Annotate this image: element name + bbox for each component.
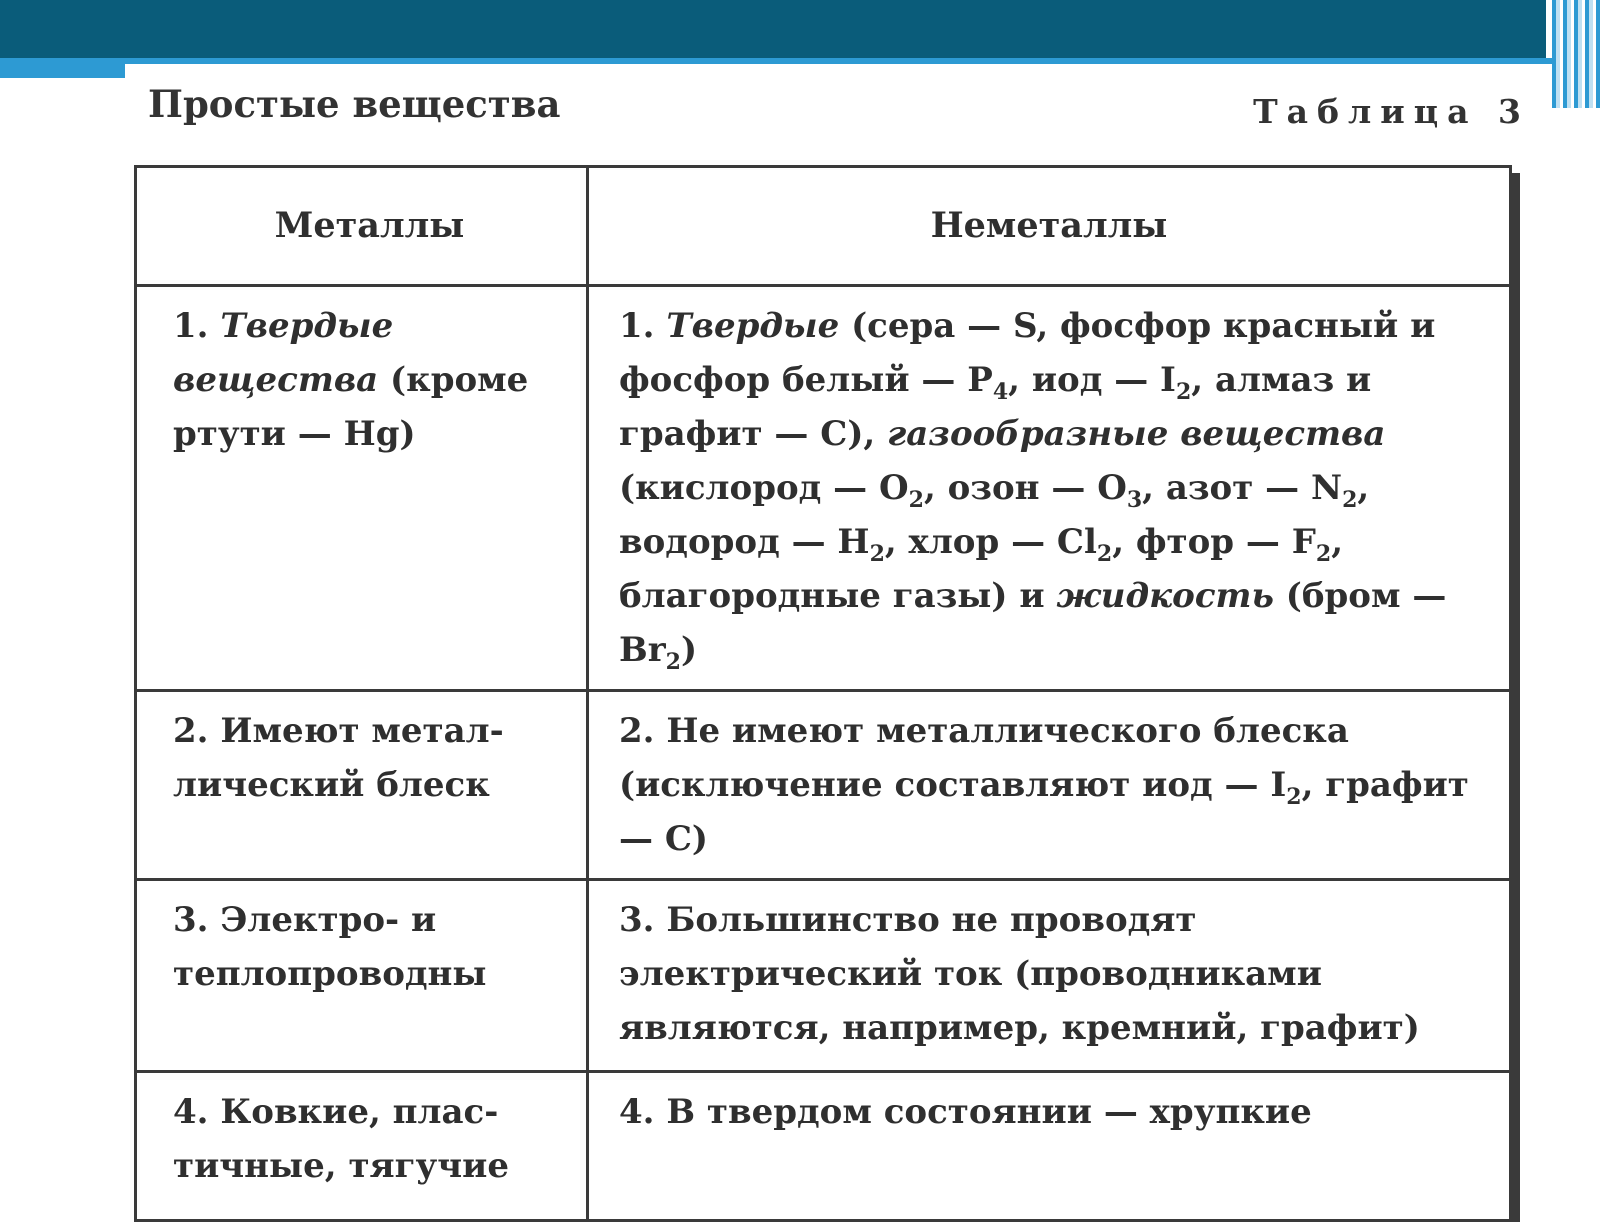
- emphasis-text: Твердые вещества: [173, 306, 394, 400]
- subscript: 4: [992, 378, 1009, 405]
- cell-text: , фтор — F: [1112, 522, 1316, 562]
- cell-metals: 3. Электро- и теплопроводны: [136, 880, 588, 1072]
- item-number: 1.: [619, 306, 655, 346]
- subscript: 2: [1286, 783, 1302, 810]
- cell-text: , благородные газы) и: [619, 522, 1344, 616]
- subscript: 2: [1175, 378, 1192, 405]
- subscript: 2: [908, 486, 924, 513]
- cell-text: (бром — Br: [619, 576, 1447, 670]
- cell-text: , азот — N: [1142, 468, 1343, 508]
- header-nonmetals: Неметаллы: [588, 167, 1511, 286]
- cell-text: , водород — H: [619, 468, 1370, 562]
- cell-metals: [136, 286, 588, 691]
- top-banner-underline: [125, 58, 1555, 64]
- corner-stripes-decoration: [1552, 0, 1600, 108]
- table-row: [136, 286, 1511, 691]
- cell-text: ): [680, 630, 698, 670]
- cell-text: (кроме ртути — Hg): [173, 360, 529, 454]
- subscript: 2: [1096, 540, 1113, 567]
- comparison-table: [134, 165, 1512, 1222]
- cell-text: , иод — I: [1008, 360, 1176, 400]
- table-row: [136, 880, 1511, 1072]
- table-row: [136, 691, 1511, 880]
- subscript: 2: [1342, 486, 1358, 513]
- cell-text: , озон — O: [923, 468, 1127, 508]
- cell-text: (сера — S, фосфор красный и фосфор белый — P: [619, 306, 1436, 400]
- cell-text: (кислород — O: [619, 468, 909, 508]
- subscript: 2: [869, 540, 885, 567]
- cell-metals: 4. Ковкие, пластичные, тягучие: [136, 1072, 588, 1221]
- table-number: Таблица 3: [1253, 92, 1530, 131]
- cell-metals: 2. Имеют металлический блеск: [136, 691, 588, 880]
- cell-nonmetals: [588, 691, 1511, 880]
- emphasis-text: газообразные вещества: [887, 414, 1386, 454]
- subscript: 3: [1126, 486, 1143, 513]
- emphasis-text: жидкость: [1056, 576, 1274, 616]
- cell-text: , графит — C): [619, 765, 1469, 859]
- subscript: 2: [1315, 540, 1332, 567]
- header-metals: Металлы: [136, 167, 588, 286]
- cell-text: , хлор — Cl: [884, 522, 1097, 562]
- table-caption: Простые вещества: [148, 82, 561, 126]
- cell-text: 2. Не имеют металлического блеска (исключение составляют иод — I: [619, 711, 1349, 805]
- cell-text: , алмаз и графит — C),: [619, 360, 1372, 454]
- table-header-row: [136, 167, 1511, 286]
- cell-nonmetals: 3. Большинство не проводят электрический ток (проводниками являются, например, кремний, графит): [588, 880, 1511, 1072]
- cell-nonmetals: 4. В твердом состоянии — хрупкие: [588, 1072, 1511, 1221]
- cell-nonmetals: [588, 286, 1511, 691]
- table-row: [136, 1072, 1511, 1221]
- subscript: 2: [665, 648, 681, 675]
- item-number: 1.: [173, 306, 209, 346]
- top-banner-accent: [0, 58, 125, 78]
- emphasis-text: Твердые: [666, 306, 840, 346]
- top-banner: [0, 0, 1546, 58]
